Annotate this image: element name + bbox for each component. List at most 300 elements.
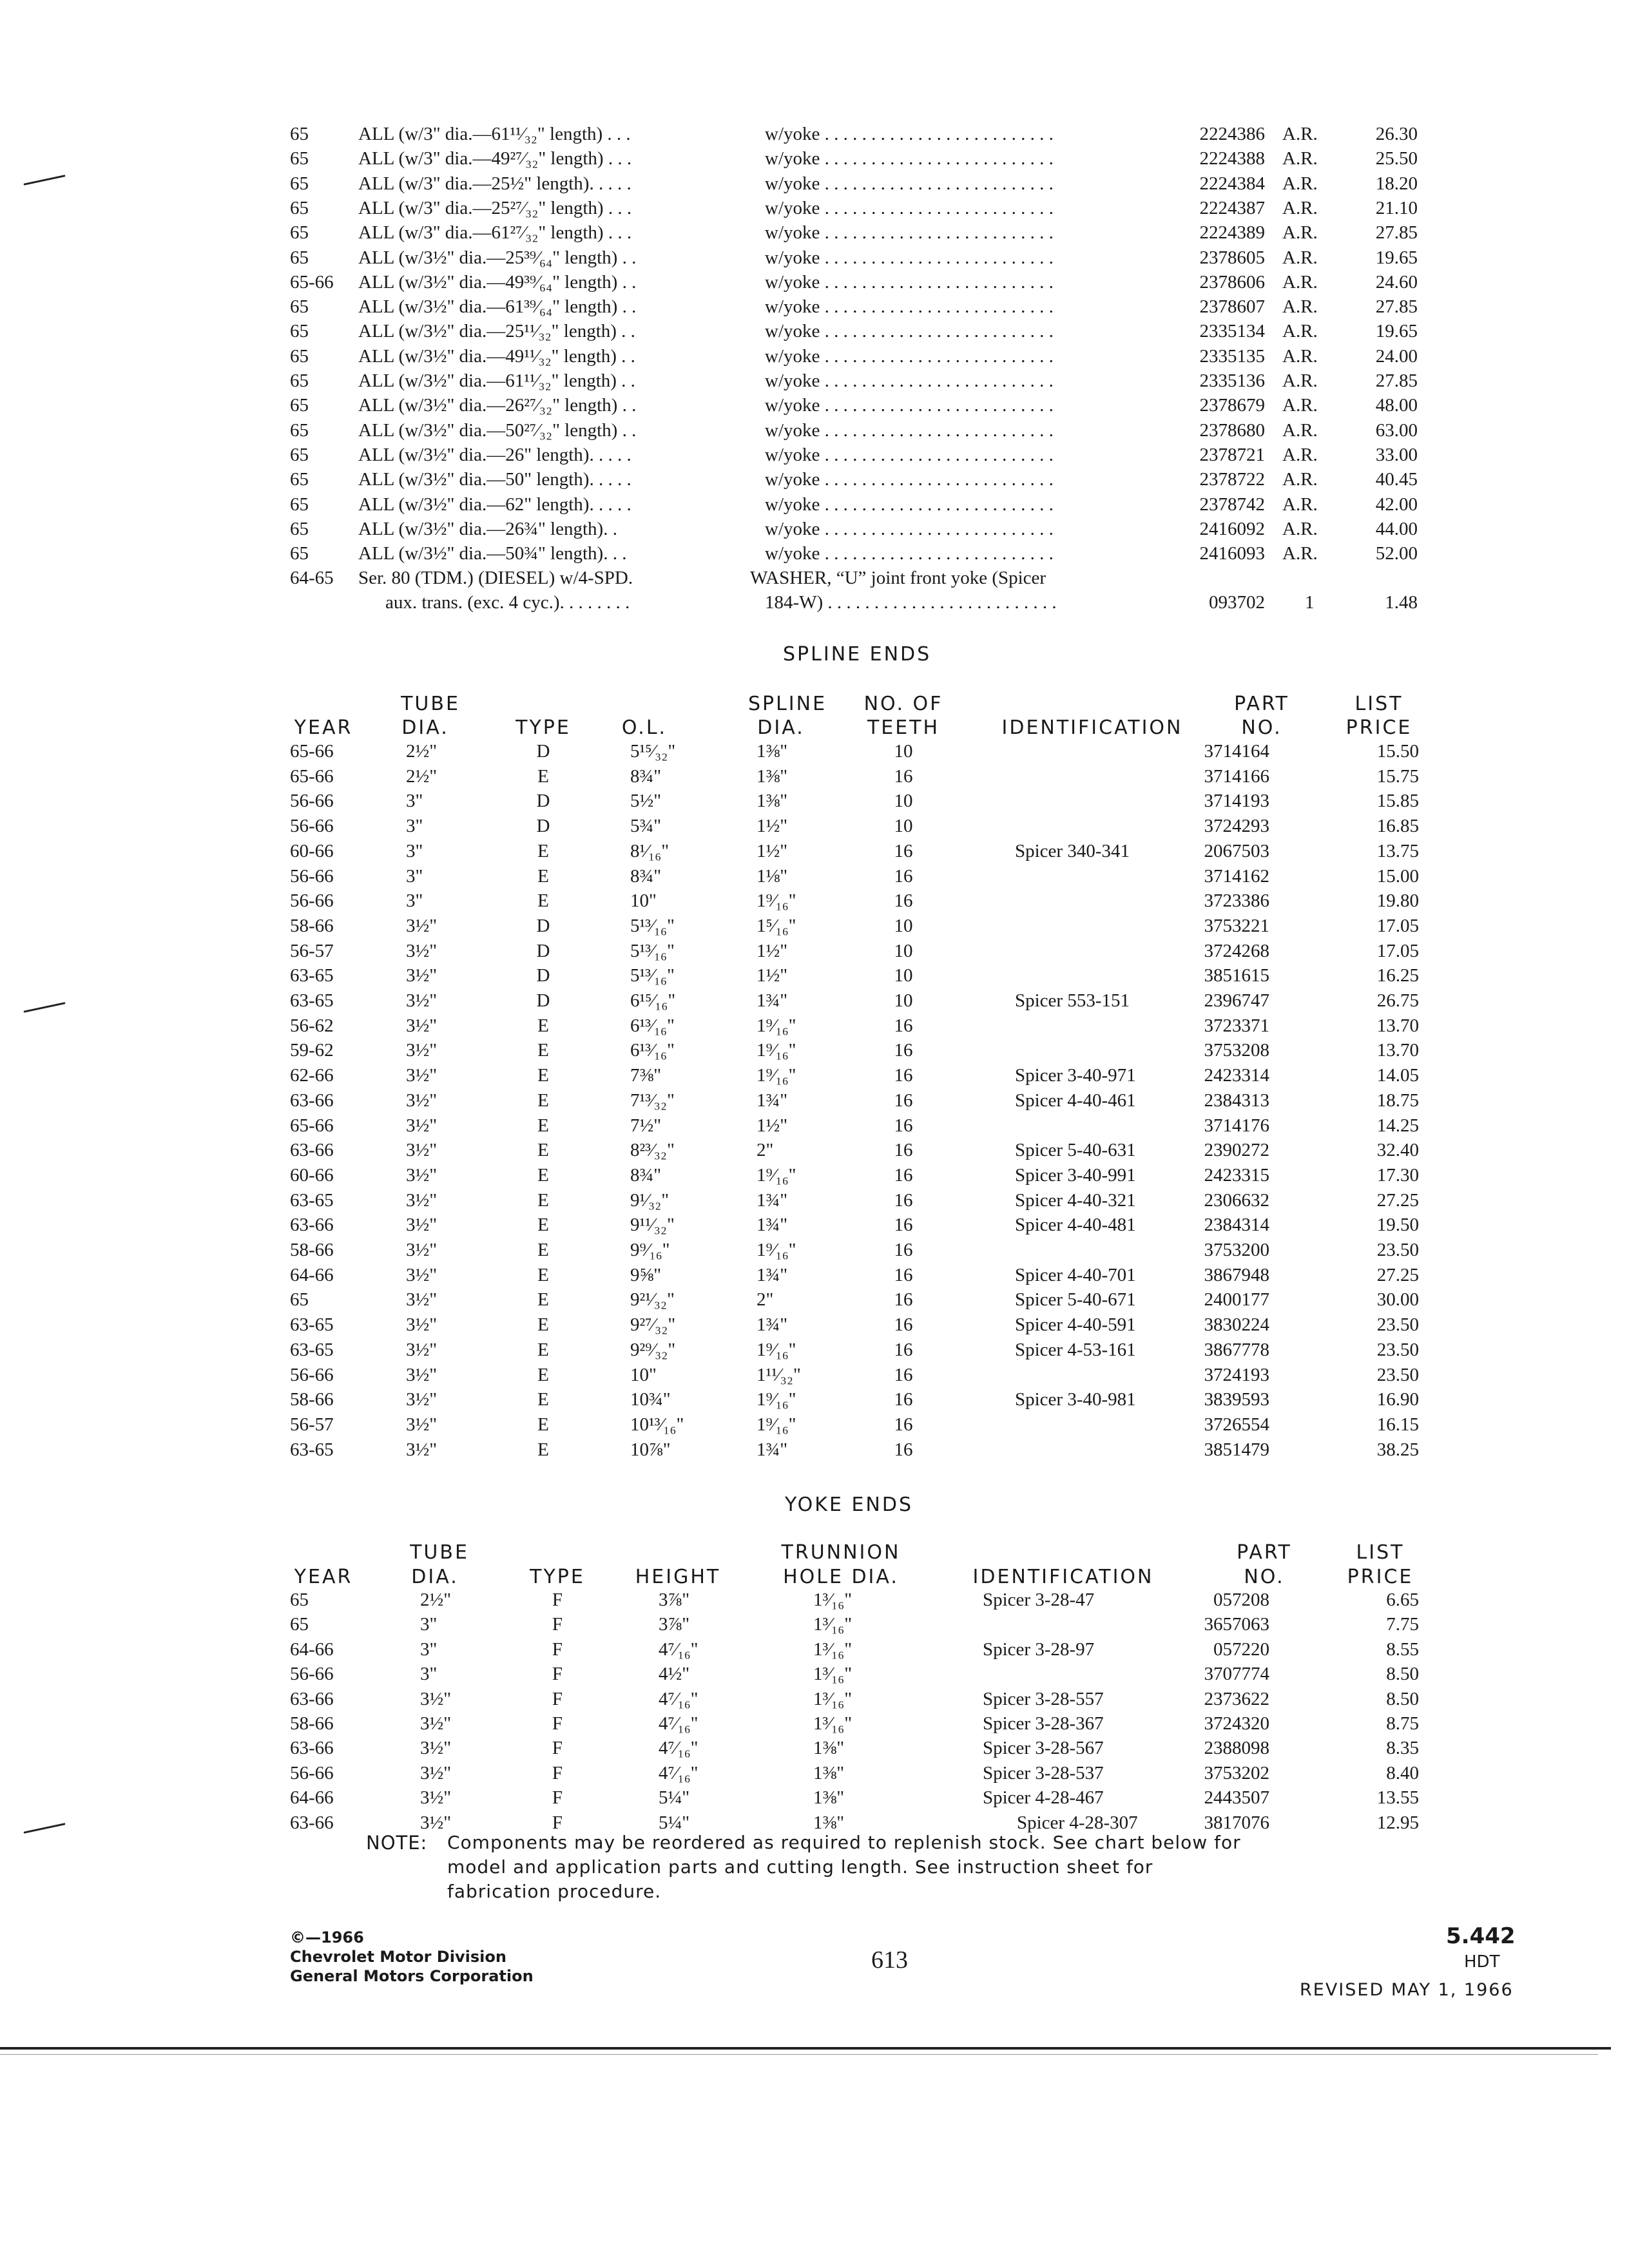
washer-row-item: w/yoke . . . . . . . . . . . . . . . . . . . . . . . . . xyxy=(765,124,1054,144)
spline-row-price: 23.50 xyxy=(1376,1364,1419,1385)
yoke-row-hole: 1⅜" xyxy=(813,1762,845,1783)
spline-row-ol: 7¹³⁄₃₂" xyxy=(630,1090,675,1111)
spline-row-year: 63-66 xyxy=(290,1140,334,1161)
washer-row-qty: A.R. xyxy=(1282,395,1318,416)
yoke-row-part: 2443507 xyxy=(1204,1787,1269,1809)
spline-row-type: E xyxy=(537,1389,549,1410)
spline-row-spline: 1⁹⁄₁₆" xyxy=(757,1414,796,1435)
spline-row-year: 56-62 xyxy=(290,1015,334,1036)
spline-row-year: 65 xyxy=(290,1289,309,1311)
spline-row-type: E xyxy=(537,1115,549,1136)
spline-row-part: 2306632 xyxy=(1204,1189,1269,1211)
washer-row-item: w/yoke . . . . . . . . . . . . . . . . . . . . . . . . . xyxy=(765,345,1054,367)
spline-row-teeth: 10 xyxy=(894,990,913,1011)
washer-row-qty: A.R. xyxy=(1282,197,1318,218)
spline-row-tube: 3½" xyxy=(406,1189,438,1211)
yoke-row-ident: Spicer 4-28-467 xyxy=(983,1787,1104,1809)
yoke-row-type: F xyxy=(552,1738,563,1759)
spline-row-ol: 5¹³⁄₁₆" xyxy=(630,965,675,986)
spline-row-ol: 10¾" xyxy=(630,1389,671,1410)
washer-row-qty: A.R. xyxy=(1282,271,1318,293)
yoke-row-year: 65 xyxy=(290,1614,309,1635)
washer-row-price: 27.85 xyxy=(1375,296,1418,318)
spline-header-spline-2: DIA. xyxy=(757,716,805,739)
washer-row-price: 42.00 xyxy=(1375,494,1418,515)
spline-header-ol: O.L. xyxy=(621,716,668,739)
spline-row-spline: 1⁹⁄₁₆" xyxy=(757,1065,796,1086)
spline-row-part: 2390272 xyxy=(1204,1140,1269,1161)
spline-row-part: 3714164 xyxy=(1204,741,1269,762)
washer-row-desc: ALL (w/3½" dia.—50²⁷⁄₃₂" length) . . xyxy=(358,419,637,441)
spline-row-ol: 5¹³⁄₁₆" xyxy=(630,915,675,936)
spline-row-part: 3753208 xyxy=(1204,1040,1269,1061)
spline-row-ol: 9²¹⁄₃₂" xyxy=(630,1289,675,1311)
yoke-row-price: 8.35 xyxy=(1386,1738,1419,1759)
yoke-row-year: 56-66 xyxy=(290,1664,334,1685)
washer-row-qty: A.R. xyxy=(1282,444,1318,465)
spline-row-type: E xyxy=(537,1164,549,1186)
yoke-header-price: LIST xyxy=(1356,1541,1405,1564)
washer-row-item: w/yoke . . . . . . . . . . . . . . . . . . . . . . . . . xyxy=(765,148,1054,169)
spline-row-type: D xyxy=(536,741,550,762)
spline-row-type: D xyxy=(536,940,550,961)
washer-row-price: 21.10 xyxy=(1375,197,1418,218)
spline-row-part: 3724193 xyxy=(1204,1364,1269,1385)
spline-row-price: 32.40 xyxy=(1376,1140,1419,1161)
spline-row-ol: 9¹¹⁄₃₂" xyxy=(630,1215,675,1236)
spline-row-price: 38.25 xyxy=(1376,1439,1419,1460)
note-line-3: fabrication procedure. xyxy=(447,1881,662,1902)
washer-row-year: 65 xyxy=(290,494,309,515)
washer-row-price: 18.20 xyxy=(1375,173,1418,194)
spline-row-teeth: 16 xyxy=(894,1264,913,1285)
spline-row-ol: 8¹⁄₁₆" xyxy=(630,840,670,861)
spline-row-type: E xyxy=(537,1289,549,1311)
washer-row-price: 24.60 xyxy=(1375,271,1418,293)
washer-row-part: 2224384 xyxy=(1199,173,1265,194)
washer-row-item: w/yoke . . . . . . . . . . . . . . . . . . . . . . . . . xyxy=(765,173,1054,194)
washer-row-price: 26.30 xyxy=(1375,124,1418,144)
spline-row-year: 63-65 xyxy=(290,1314,334,1336)
spline-row-year: 64-66 xyxy=(290,1264,334,1285)
spline-row-ident: Spicer 4-40-321 xyxy=(1015,1189,1136,1211)
spline-row-price: 14.25 xyxy=(1376,1115,1419,1136)
yoke-row-tube: 3½" xyxy=(420,1812,452,1833)
washer-row-year: 65 xyxy=(290,296,309,318)
spline-row-tube: 3" xyxy=(406,840,423,861)
spline-row-year: 63-65 xyxy=(290,965,334,986)
spline-row-year: 56-57 xyxy=(290,1414,334,1435)
washer-row-part: 2335136 xyxy=(1199,370,1265,391)
spline-row-tube: 3½" xyxy=(406,1090,438,1111)
spline-row-spline: 1¾" xyxy=(757,1264,788,1285)
spline-header-tube: TUBE xyxy=(401,693,460,715)
spline-row-part: 3839593 xyxy=(1204,1389,1269,1410)
yoke-row-part: 3817076 xyxy=(1204,1812,1269,1833)
yoke-row-year: 63-66 xyxy=(290,1738,334,1759)
yoke-row-tube: 3" xyxy=(420,1664,438,1685)
spline-row-ol: 9¹⁄₃₂" xyxy=(630,1189,670,1211)
washer-row-desc: ALL (w/3½" dia.—62" length). . . . . xyxy=(358,494,631,515)
spline-row-teeth: 16 xyxy=(894,1065,913,1086)
yoke-row-part: 3724320 xyxy=(1204,1713,1269,1734)
washer-row-desc: ALL (w/3½" dia.—49¹¹⁄₃₂" length) . . xyxy=(358,345,635,367)
yoke-row-tube: 3½" xyxy=(420,1762,452,1783)
margin-mark-bottom xyxy=(23,1823,65,1834)
spline-row-price: 23.50 xyxy=(1376,1314,1419,1336)
spline-row-ident: Spicer 3-40-971 xyxy=(1015,1065,1136,1086)
spline-row-teeth: 16 xyxy=(894,1015,913,1036)
spline-row-part: 3851479 xyxy=(1204,1439,1269,1460)
spline-row-tube: 3½" xyxy=(406,1065,438,1086)
yoke-header-tube-2: DIA. xyxy=(411,1566,459,1588)
spline-row-teeth: 10 xyxy=(894,940,913,961)
yoke-row-part: 2373622 xyxy=(1204,1688,1269,1709)
spline-row-tube: 3½" xyxy=(406,990,438,1011)
spline-row-ol: 6¹³⁄₁₆" xyxy=(630,1015,675,1036)
washer-row-price: 19.65 xyxy=(1375,247,1418,268)
spline-row-price: 27.25 xyxy=(1376,1189,1419,1211)
spline-row-tube: 2½" xyxy=(406,741,438,762)
yoke-row-height: 5¼" xyxy=(659,1787,690,1809)
spline-row-teeth: 16 xyxy=(894,1189,913,1211)
yoke-row-ident: Spicer 3-28-47 xyxy=(983,1590,1095,1610)
spline-row-year: 63-65 xyxy=(290,1189,334,1211)
washer-row-part: 2378679 xyxy=(1199,395,1265,416)
spline-row-part: 3753221 xyxy=(1204,915,1269,936)
yoke-row-price: 8.50 xyxy=(1386,1688,1419,1709)
bottom-rule xyxy=(0,2047,1611,2050)
spline-row-tube: 3½" xyxy=(406,1364,438,1385)
spline-row-spline: 1½" xyxy=(757,1115,788,1136)
washer-row-qty: A.R. xyxy=(1282,370,1318,391)
spline-row-teeth: 10 xyxy=(894,741,913,762)
spline-row-spline: 1¾" xyxy=(757,1090,788,1111)
spline-row-spline: 1½" xyxy=(757,940,788,961)
spline-row-price: 16.15 xyxy=(1376,1414,1419,1435)
spline-row-type: E xyxy=(537,890,549,912)
washer-row-year: 65 xyxy=(290,345,309,367)
yoke-row-tube: 3½" xyxy=(420,1713,452,1734)
spline-row-year: 58-66 xyxy=(290,1240,334,1260)
washer-row-item: w/yoke . . . . . . . . . . . . . . . . . . . . . . . . . xyxy=(765,321,1054,342)
spline-row-year: 56-66 xyxy=(290,791,334,812)
washer-row-qty: A.R. xyxy=(1282,222,1318,244)
yoke-row-type: F xyxy=(552,1614,563,1635)
spline-header-tube-2: DIA. xyxy=(401,716,449,739)
spline-row-tube: 3½" xyxy=(406,1339,438,1360)
washer-row-desc: ALL (w/3" dia.—61²⁷⁄₃₂" length) . . . xyxy=(358,222,632,244)
spline-row-spline: 1⅜" xyxy=(757,765,788,787)
spline-row-part: 3830224 xyxy=(1204,1314,1269,1336)
section-number: 5.442 xyxy=(1446,1923,1516,1949)
spline-row-year: 63-65 xyxy=(290,990,334,1011)
spline-row-tube: 3½" xyxy=(406,1215,438,1236)
yoke-row-height: 5¼" xyxy=(659,1812,690,1833)
washer-row-desc: ALL (w/3½" dia.—25¹¹⁄₃₂" length) . . xyxy=(358,321,635,342)
washer-row-year: 65-66 xyxy=(290,271,334,293)
spline-row-tube: 3½" xyxy=(406,1314,438,1336)
spline-row-ol: 6¹⁵⁄₁₆" xyxy=(630,990,676,1011)
spline-row-spline: 1¾" xyxy=(757,990,788,1011)
washer-row-year: 65 xyxy=(290,148,309,169)
washer-last-desc-2: aux. trans. (exc. 4 cyc.). . . . . . . . xyxy=(385,592,630,613)
spline-row-ol: 9⁹⁄₁₆" xyxy=(630,1240,670,1260)
footer-copyright: ©—1966 xyxy=(290,1928,364,1946)
spline-row-type: E xyxy=(537,1189,549,1211)
spline-header-year: YEAR xyxy=(294,716,353,739)
spline-row-price: 19.50 xyxy=(1376,1215,1419,1236)
washer-row-desc: ALL (w/3" dia.—25½" length). . . . . xyxy=(358,173,631,194)
spline-row-year: 65-66 xyxy=(290,1115,334,1136)
yoke-row-price: 8.40 xyxy=(1386,1762,1419,1783)
spline-row-year: 56-66 xyxy=(290,816,334,837)
spline-row-part: 3851615 xyxy=(1204,965,1269,986)
spline-row-tube: 3½" xyxy=(406,1264,438,1285)
spline-row-teeth: 16 xyxy=(894,1164,913,1186)
spline-row-price: 15.85 xyxy=(1376,791,1419,812)
washer-row-desc: ALL (w/3" dia.—49²⁷⁄₃₂" length) . . . xyxy=(358,148,632,169)
spline-row-part: 3724293 xyxy=(1204,816,1269,837)
yoke-row-height: 4⁷⁄₁₆" xyxy=(659,1688,699,1709)
spline-row-part: 2400177 xyxy=(1204,1289,1269,1311)
washer-last-desc-1: Ser. 80 (TDM.) (DIESEL) w/4-SPD. xyxy=(358,568,633,589)
washer-row-part: 2224388 xyxy=(1199,148,1265,169)
spline-row-price: 23.50 xyxy=(1376,1240,1419,1260)
yoke-row-hole: 1⅜" xyxy=(813,1787,845,1809)
washer-row-qty: A.R. xyxy=(1282,543,1318,564)
spline-row-teeth: 16 xyxy=(894,1115,913,1136)
yoke-header-part-2: NO. xyxy=(1244,1566,1285,1588)
washer-row-year: 65 xyxy=(290,395,309,416)
spline-row-type: E xyxy=(537,1414,549,1435)
spline-row-part: 3723371 xyxy=(1204,1015,1269,1036)
spline-row-year: 63-66 xyxy=(290,1090,334,1111)
spline-row-teeth: 10 xyxy=(894,816,913,837)
spline-row-ident: Spicer 4-40-591 xyxy=(1015,1314,1136,1336)
spline-row-part: 2384313 xyxy=(1204,1090,1269,1111)
spline-row-year: 62-66 xyxy=(290,1065,334,1086)
spline-row-spline: 1¾" xyxy=(757,1189,788,1211)
spline-row-ol: 5¹³⁄₁₆" xyxy=(630,940,675,961)
yoke-row-height: 4⁷⁄₁₆" xyxy=(659,1762,699,1783)
spline-row-tube: 3½" xyxy=(406,1414,438,1435)
washer-row-qty: A.R. xyxy=(1282,321,1318,342)
spline-row-ol: 9²⁹⁄₃₂" xyxy=(630,1339,676,1360)
spline-row-year: 65-66 xyxy=(290,765,334,787)
washer-row-part: 2378606 xyxy=(1199,271,1265,293)
washer-row-desc: ALL (w/3" dia.—25²⁷⁄₃₂" length) . . . xyxy=(358,197,632,218)
washer-row-part: 2378605 xyxy=(1199,247,1265,268)
spline-row-ol: 8¾" xyxy=(630,865,662,887)
yoke-row-type: F xyxy=(552,1787,563,1809)
yoke-row-part: 3657063 xyxy=(1204,1614,1269,1635)
spline-row-spline: 1⁹⁄₁₆" xyxy=(757,890,796,912)
spline-row-teeth: 16 xyxy=(894,1240,913,1260)
yoke-row-height: 3⅞" xyxy=(659,1614,690,1635)
spline-row-type: D xyxy=(536,791,550,812)
spline-row-spline: 1⁹⁄₁₆" xyxy=(757,1040,796,1061)
spline-row-spline: 1¾" xyxy=(757,1314,788,1336)
spline-row-tube: 3" xyxy=(406,791,423,812)
washer-row-desc: ALL (w/3½" dia.—25³⁹⁄₆₄" length) . . xyxy=(358,247,637,268)
spline-row-spline: 1¾" xyxy=(757,1439,788,1460)
washer-row-item: w/yoke . . . . . . . . . . . . . . . . . . . . . . . . . xyxy=(765,543,1054,564)
spline-header-spline: SPLINE xyxy=(747,693,827,715)
spline-row-price: 17.05 xyxy=(1376,940,1419,961)
spline-row-ol: 6¹³⁄₁₆" xyxy=(630,1040,675,1061)
spline-row-ol: 8¾" xyxy=(630,1164,662,1186)
spline-row-spline: 1⁹⁄₁₆" xyxy=(757,1339,796,1360)
washer-row-desc: ALL (w/3½" dia.—61³⁹⁄₆₄" length) . . xyxy=(358,296,637,318)
yoke-row-ident: Spicer 3-28-567 xyxy=(983,1738,1104,1759)
spline-row-year: 63-65 xyxy=(290,1339,334,1360)
washer-row-part: 2378607 xyxy=(1199,296,1265,318)
spline-row-price: 17.30 xyxy=(1376,1164,1419,1186)
yoke-row-hole: 1³⁄₁₆" xyxy=(813,1590,853,1610)
washer-row-part: 2335135 xyxy=(1199,345,1265,367)
washer-last-qty: 1 xyxy=(1305,592,1315,613)
yoke-header-price-2: PRICE xyxy=(1347,1566,1414,1588)
spline-row-spline: 1⁹⁄₁₆" xyxy=(757,1164,796,1186)
spline-row-ol: 5½" xyxy=(630,791,662,812)
washer-row-part: 2224387 xyxy=(1199,197,1265,218)
spline-row-part: 3867948 xyxy=(1204,1264,1269,1285)
yoke-row-ident: Spicer 3-28-97 xyxy=(983,1639,1095,1660)
washer-row-qty: A.R. xyxy=(1282,494,1318,515)
spline-row-teeth: 16 xyxy=(894,1414,913,1435)
spline-row-tube: 2½" xyxy=(406,765,438,787)
spline-row-ol: 8¾" xyxy=(630,765,662,787)
spline-row-year: 60-66 xyxy=(290,1164,334,1186)
spline-row-spline: 1½" xyxy=(757,840,788,861)
section-code: HDT xyxy=(1464,1952,1500,1972)
spline-row-tube: 3" xyxy=(406,865,423,887)
spline-header-ident: IDENTIFICATION xyxy=(1001,716,1183,739)
spline-row-tube: 3½" xyxy=(406,940,438,961)
washer-row-price: 25.50 xyxy=(1375,148,1418,169)
spline-row-ol: 10" xyxy=(630,890,657,912)
washer-row-item: w/yoke . . . . . . . . . . . . . . . . . . . . . . . . . xyxy=(765,518,1054,539)
spline-row-tube: 3½" xyxy=(406,915,438,936)
washer-last-price: 1.48 xyxy=(1385,592,1418,613)
spline-row-type: E xyxy=(537,865,549,887)
washer-row-qty: A.R. xyxy=(1282,469,1318,490)
spline-row-type: E xyxy=(537,765,549,787)
washer-row-part: 2416093 xyxy=(1199,543,1265,564)
yoke-header-year: YEAR xyxy=(294,1566,353,1588)
washer-row-item: w/yoke . . . . . . . . . . . . . . . . . . . . . . . . . xyxy=(765,494,1054,515)
spline-row-price: 19.80 xyxy=(1376,890,1419,912)
spline-row-part: 3714162 xyxy=(1204,865,1269,887)
yoke-row-tube: 2½" xyxy=(420,1590,452,1610)
spline-row-spline: 2" xyxy=(757,1289,774,1311)
yoke-row-tube: 3½" xyxy=(420,1787,452,1809)
spline-row-ol: 9⅝" xyxy=(630,1264,662,1285)
washer-row-price: 44.00 xyxy=(1375,518,1418,539)
yoke-row-type: F xyxy=(552,1713,563,1734)
spline-row-tube: 3½" xyxy=(406,1289,438,1311)
washer-row-part: 2335134 xyxy=(1199,321,1265,342)
washer-row-qty: A.R. xyxy=(1282,345,1318,367)
washer-row-item: w/yoke . . . . . . . . . . . . . . . . . . . . . . . . . xyxy=(765,222,1054,244)
spline-row-teeth: 16 xyxy=(894,1314,913,1336)
spline-row-type: E xyxy=(537,1140,549,1161)
yoke-row-year: 64-66 xyxy=(290,1787,334,1809)
yoke-header-tube: TUBE xyxy=(410,1541,469,1564)
washer-last-part: 093702 xyxy=(1209,592,1265,613)
washer-row-year: 65 xyxy=(290,370,309,391)
spline-header-teeth-2: TEETH xyxy=(867,716,940,739)
washer-row-qty: A.R. xyxy=(1282,518,1318,539)
washer-row-desc: ALL (w/3½" dia.—26¾" length). . xyxy=(358,518,617,539)
spline-header-price-2: PRICE xyxy=(1345,716,1412,739)
spline-row-teeth: 16 xyxy=(894,765,913,787)
yoke-row-price: 8.50 xyxy=(1386,1664,1419,1685)
spline-row-spline: 1½" xyxy=(757,965,788,986)
yoke-row-hole: 1⅜" xyxy=(813,1812,845,1833)
washer-row-desc: ALL (w/3½" dia.—26" length). . . . . xyxy=(358,444,631,465)
footer-division: Chevrolet Motor Division xyxy=(290,1948,506,1966)
spline-row-type: E xyxy=(537,1264,549,1285)
spline-row-tube: 3" xyxy=(406,890,423,912)
spline-row-teeth: 16 xyxy=(894,1040,913,1061)
yoke-row-hole: 1³⁄₁₆" xyxy=(813,1614,853,1635)
spline-row-spline: 1⁹⁄₁₆" xyxy=(757,1240,796,1260)
spline-row-tube: 3½" xyxy=(406,1439,438,1460)
washer-row-item: w/yoke . . . . . . . . . . . . . . . . . . . . . . . . . xyxy=(765,370,1054,391)
yoke-row-year: 63-66 xyxy=(290,1688,334,1709)
spline-row-tube: 3½" xyxy=(406,1040,438,1061)
yoke-row-hole: 1⅜" xyxy=(813,1738,845,1759)
spline-row-ol: 8²³⁄₃₂" xyxy=(630,1140,675,1161)
yoke-row-ident: Spicer 3-28-367 xyxy=(983,1713,1104,1734)
spline-row-ident: Spicer 3-40-991 xyxy=(1015,1164,1136,1186)
spline-row-price: 15.50 xyxy=(1376,741,1419,762)
spline-header-price: LIST xyxy=(1354,693,1403,715)
note-line-2: model and application parts and cutting length. See instruction sheet for xyxy=(447,1856,1153,1878)
yoke-header-ident: IDENTIFICATION xyxy=(972,1566,1154,1588)
spline-row-part: 3714176 xyxy=(1204,1115,1269,1136)
washer-row-desc: ALL (w/3½" dia.—61¹¹⁄₃₂" length) . . xyxy=(358,370,635,391)
washer-row-price: 63.00 xyxy=(1375,419,1418,441)
yoke-row-height: 4½" xyxy=(659,1664,690,1685)
yoke-row-type: F xyxy=(552,1812,563,1833)
spline-row-part: 3714166 xyxy=(1204,765,1269,787)
spline-row-part: 2423314 xyxy=(1204,1065,1269,1086)
spline-row-teeth: 10 xyxy=(894,915,913,936)
spline-row-part: 3753200 xyxy=(1204,1240,1269,1260)
spline-row-price: 14.05 xyxy=(1376,1065,1419,1086)
spline-row-ident: Spicer 340-341 xyxy=(1015,840,1130,861)
washer-row-qty: A.R. xyxy=(1282,419,1318,441)
revised-date: REVISED MAY 1, 1966 xyxy=(1300,1980,1514,2000)
yoke-row-hole: 1³⁄₁₆" xyxy=(813,1688,853,1709)
yoke-row-tube: 3½" xyxy=(420,1738,452,1759)
washer-row-qty: A.R. xyxy=(1282,247,1318,268)
washer-row-item: w/yoke . . . . . . . . . . . . . . . . . . . . . . . . . xyxy=(765,444,1054,465)
spline-row-teeth: 16 xyxy=(894,1439,913,1460)
washer-row-price: 27.85 xyxy=(1375,222,1418,244)
washer-row-price: 24.00 xyxy=(1375,345,1418,367)
spline-row-type: E xyxy=(537,1364,549,1385)
yoke-row-hole: 1³⁄₁₆" xyxy=(813,1664,853,1685)
spline-row-teeth: 16 xyxy=(894,1364,913,1385)
spline-ends-title: SPLINE ENDS xyxy=(783,643,932,666)
yoke-row-tube: 3½" xyxy=(420,1688,452,1709)
spline-row-tube: 3½" xyxy=(406,1015,438,1036)
spline-row-part: 3867778 xyxy=(1204,1339,1269,1360)
